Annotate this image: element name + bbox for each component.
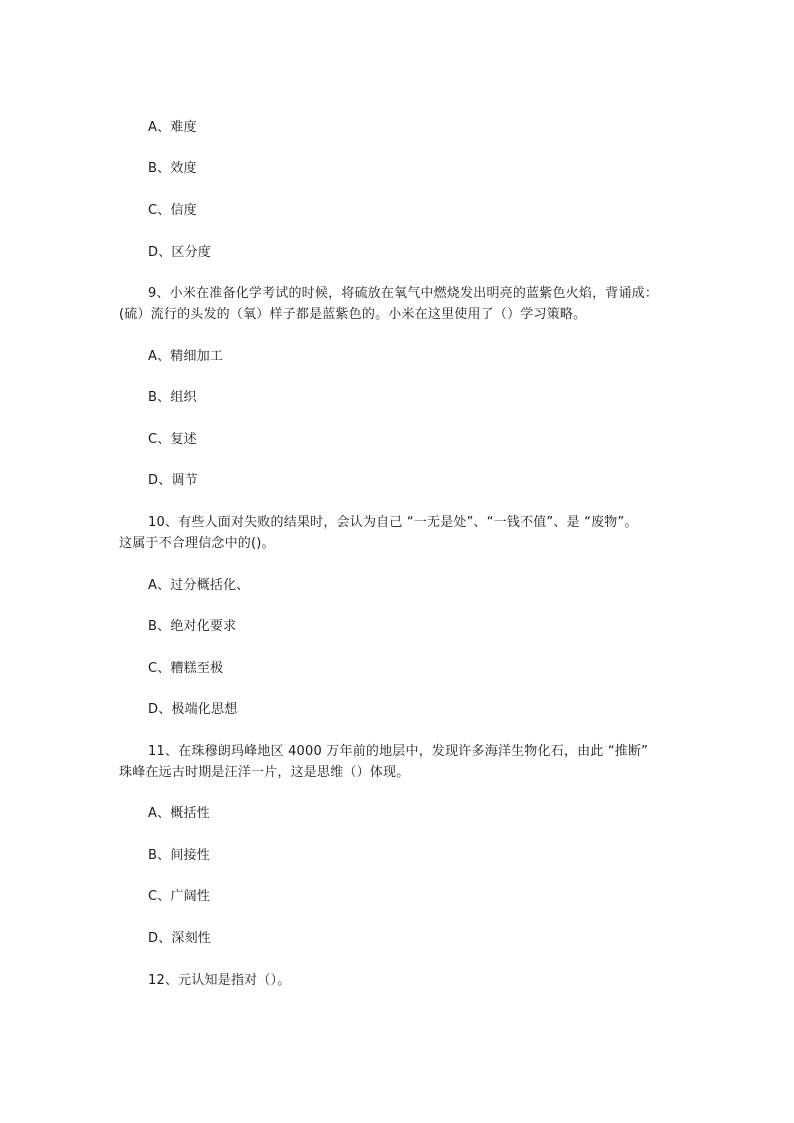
question-9-text-cont: (硫）流行的头发的（氧）样子都是蓝紫色的。小米在这里使用了（）学习策略。 [119,307,587,322]
option-c: C、糟糕至极 [148,661,224,676]
question-9-text: 9、小米在准备化学考试的时候，将硫放在氧气中燃烧发出明亮的蓝紫色火焰，背诵成： [148,286,659,301]
option-c: C、信度 [148,203,197,218]
option-a: A、精细加工 [148,349,224,364]
option-a: A、难度 [148,120,197,135]
option-a: A、过分概括化、 [148,578,250,593]
option-d: D、极端化思想 [148,702,238,717]
option-c: C、广阔性 [148,889,211,904]
question-11-text-cont: 珠峰在远古时期是汪洋一片，这是思维（）体现。 [119,765,410,780]
option-d: D、深刻性 [148,931,212,946]
option-b: B、组织 [148,390,197,405]
option-c: C、复述 [148,432,197,447]
option-d: D、调节 [148,473,198,488]
option-a: A、概括性 [148,806,210,821]
question-12-text: 12、元认知是指对（）。 [148,973,291,988]
option-b: B、效度 [148,161,197,176]
option-b: B、间接性 [148,848,210,863]
question-10-text: 10、有些人面对失败的结果时，会认为自己 “一无是处”、“一钱不值”、是 “废物”。 [148,515,638,530]
question-10-text-cont: 这属于不合理信念中的()。 [119,536,275,551]
question-11-text: 11、在珠穆朗玛峰地区 4000 万年前的地层中，发现许多海洋生物化石，由此 “推断” [148,744,649,759]
option-b: B、绝对化要求 [148,619,237,634]
option-d: D、区分度 [148,245,212,260]
